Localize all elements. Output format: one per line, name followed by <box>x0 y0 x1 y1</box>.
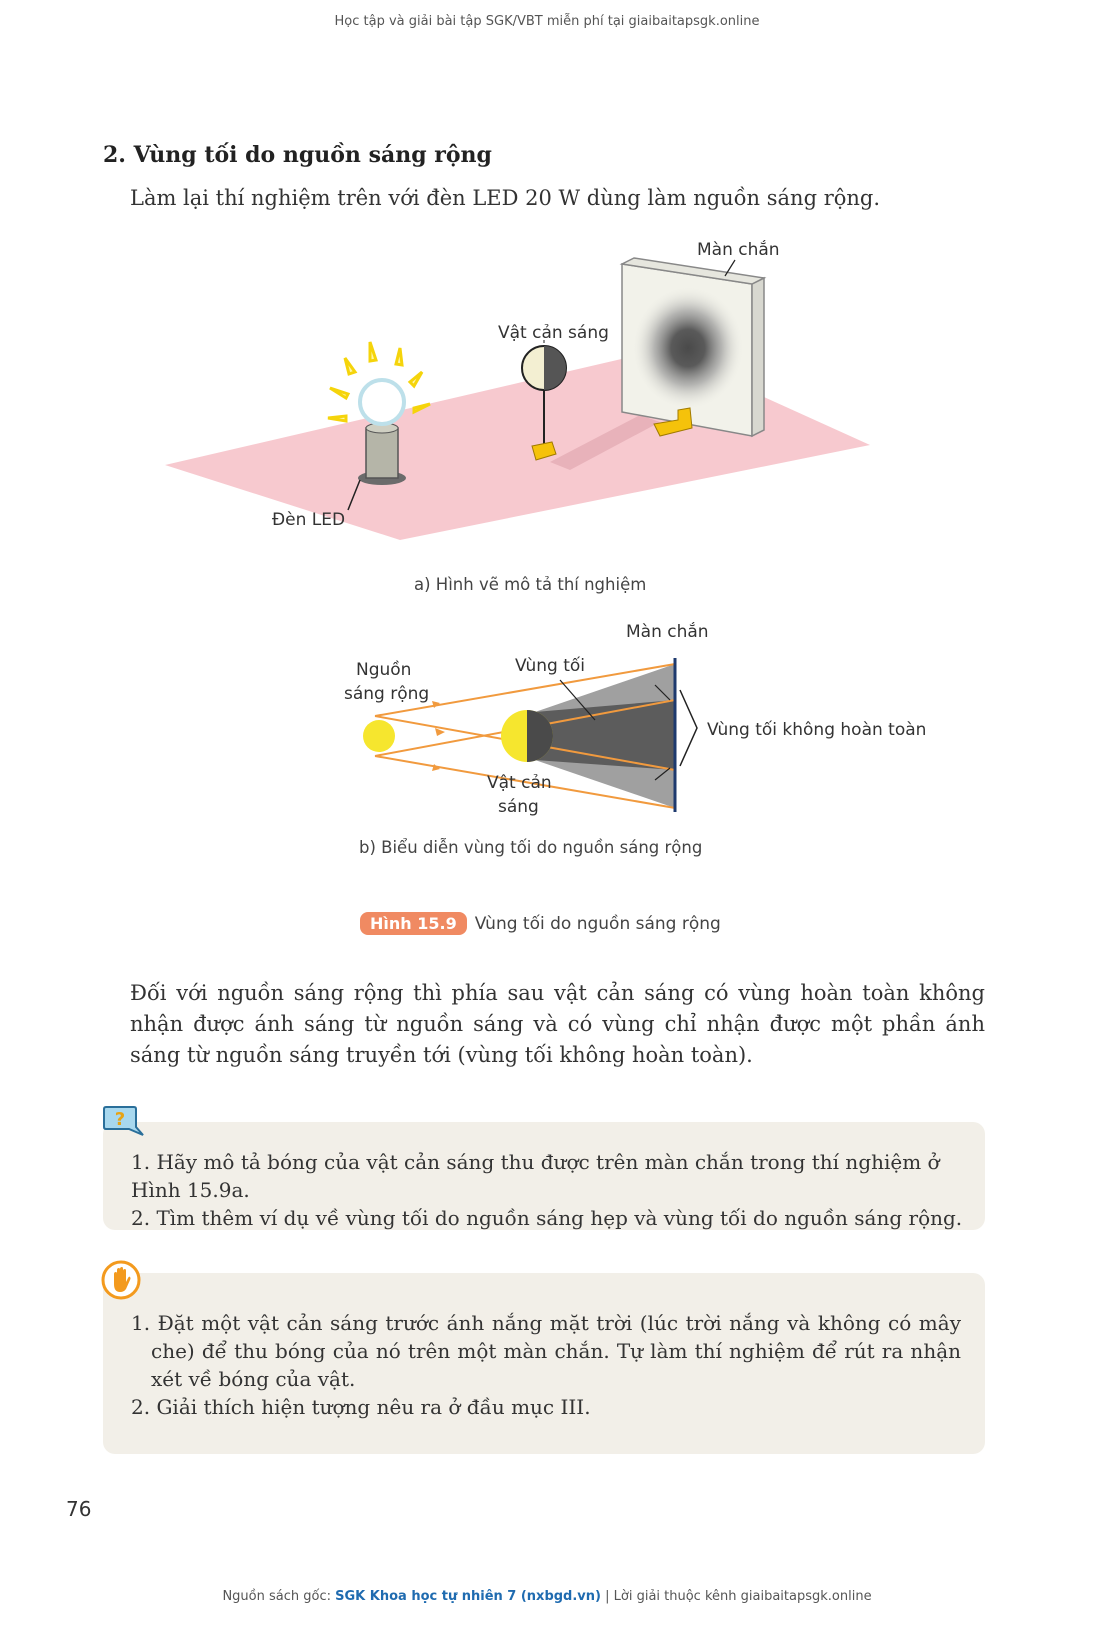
figure-badge: Hình 15.9 <box>360 912 467 935</box>
activity-item: 1. Đặt một vật cản sáng trước ánh nắng mặt trời (lúc trời nắng và không có mây che) để thu bóng của nó trên một màn chắn. Tự làm thí nghiệm để rút ra nhận xét về bóng của vật. <box>131 1311 961 1391</box>
question-item: 1. Hãy mô tả bóng của vật cản sáng thu được trên màn chắn trong thí nghiệm ở Hình 15.9a. <box>131 1150 940 1202</box>
hand-icon <box>101 1260 141 1300</box>
questions-box <box>103 1122 985 1230</box>
label-obstacle-line1: Vật cản <box>487 773 552 793</box>
umbra-region <box>535 700 675 770</box>
footer-source-link[interactable]: SGK Khoa học tự nhiên 7 (nxbgd.vn) <box>335 1589 601 1604</box>
caption-b: b) Biểu diễn vùng tối do nguồn sáng rộng <box>359 838 703 857</box>
question-icon <box>101 1105 145 1137</box>
activities-box <box>103 1273 985 1454</box>
screen-object <box>622 258 764 436</box>
label-dark-zone: Vùng tối <box>515 656 586 676</box>
activity-item: 2. Giải thích hiện tượng nêu ra ở đầu mục III. <box>131 1395 591 1419</box>
label-partial-zone: Vùng tối không hoàn toàn <box>707 720 927 740</box>
question-item: 2. Tìm thêm ví dụ về vùng tối do nguồn sáng hẹp và vùng tối do nguồn sáng rộng. <box>131 1206 963 1230</box>
page-header: Học tập và giải bài tập SGK/VBT miễn phí tại giaibaitapsgk.online <box>334 14 760 29</box>
label-screen-a: Màn chắn <box>697 240 780 260</box>
body-paragraph: Đối với nguồn sáng rộng thì phía sau vật cản sáng có vùng hoàn toàn không nhận được ánh sáng từ nguồn sáng và có vùng chỉ nhận được một phần ánh sáng từ nguồn sáng truyền tới (vùng tối không hoàn toàn). <box>130 981 985 1067</box>
label-source-line2: sáng rộng <box>344 684 430 704</box>
questions-list <box>131 1148 971 1232</box>
page-number: 76 <box>66 1497 92 1521</box>
figure-caption <box>360 912 721 935</box>
label-led: Đèn LED <box>272 510 346 530</box>
experiment-illustration <box>160 240 920 550</box>
wide-source <box>363 720 395 752</box>
footer-prefix: Nguồn sách gốc: <box>222 1589 331 1604</box>
label-obstacle-line2: sáng <box>498 797 539 817</box>
label-obstacle-a: Vật cản sáng <box>498 323 609 343</box>
activities-list <box>131 1309 961 1421</box>
label-source-line1: Nguồn <box>356 660 412 680</box>
label-screen-b: Màn chắn <box>626 622 709 642</box>
caption-a: a) Hình vẽ mô tả thí nghiệm <box>414 575 647 594</box>
page-footer <box>0 1589 1094 1604</box>
footer-suffix: | Lời giải thuộc kênh giaibaitapsgk.online <box>605 1589 872 1604</box>
svg-text:?: ? <box>114 1109 126 1130</box>
section-intro: Làm lại thí nghiệm trên với đèn LED 20 W dùng làm nguồn sáng rộng. <box>130 186 881 210</box>
section-heading: 2. Vùng tối do nguồn sáng rộng <box>103 142 492 168</box>
figure-caption-text: Vùng tối do nguồn sáng rộng <box>474 913 721 934</box>
